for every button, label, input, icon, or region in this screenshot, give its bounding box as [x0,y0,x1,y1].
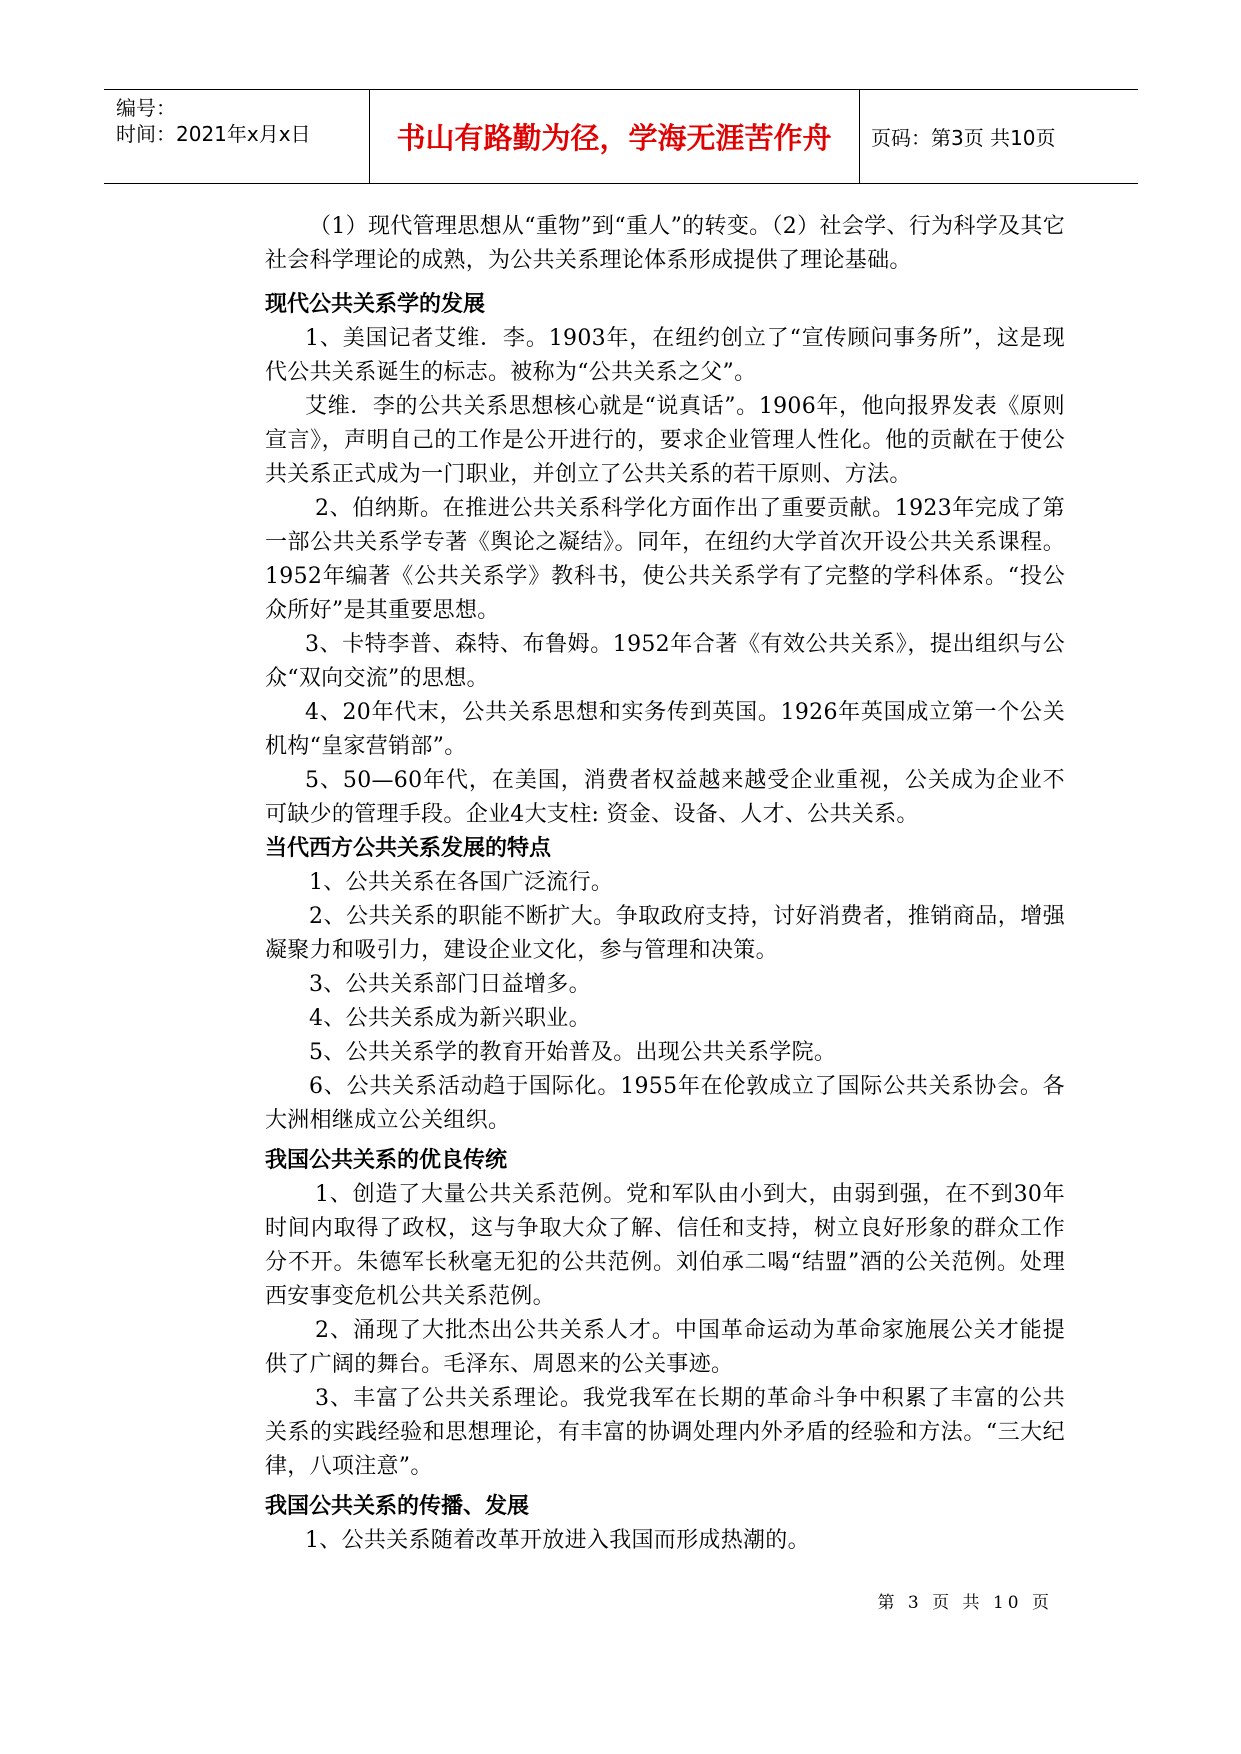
page-footer: 第 3 页 共 10 页 [877,1593,1053,1613]
paragraph: 1、公共关系在各国广泛流行。 [309,870,614,895]
paragraph: 4、公共关系成为新兴职业。 [309,1006,591,1031]
paragraph: 1、美国记者艾维．李。1903年，在纽约创立了“宣传顾问事务所”，这是现代公共关系诞生的标志。被称为“公共关系之父”。 [265,326,1065,385]
paragraph: 1、公共关系随着改革开放进入我国而形成热潮的。 [305,1528,810,1553]
document-body [265,210,1065,1558]
paragraph: 3、卡特李普、森特、布鲁姆。1952年合著《有效公共关系》，提出组织与公众“双向交流”的思想。 [265,632,1065,691]
header-motto: 书山有路勤为径，学海无涯苦作舟 [369,90,860,183]
section-heading: 我国公共关系的优良传统 [265,1148,508,1173]
paragraph: 3、公共关系部门日益增多。 [309,972,591,997]
paragraph: 1、创造了大量公共关系范例。党和军队由小到大，由弱到强，在不到30年时间内取得了政权，这与争取大众了解、信任和支持，树立良好形象的群众工作分不开。朱德军长秋毫无犯的公共范例。刘伯承二喝“结盟”酒的公关范例。处理西安事变危机公共关系范例。 [265,1182,1065,1309]
section-heading: 现代公共关系学的发展 [265,292,486,317]
header-meta-cell [104,90,370,183]
paragraph: 2、伯纳斯。在推进公共关系科学化方面作出了重要贡献。1923年完成了第一部公共关系学专著《舆论之凝结》。同年，在纽约大学首次开设公共关系课程。1952年编著《公共关系学》教科书，使公共关系学有了完整的学科体系。“投公众所好”是其重要思想。 [265,496,1065,623]
paragraph: 6、公共关系活动趋于国际化。1955年在伦敦成立了国际公共关系协会。各大洲相继成立公关组织。 [265,1074,1065,1133]
section-heading: 我国公共关系的传播、发展 [265,1494,530,1519]
intro-paragraph: （1）现代管理思想从“重物”到“重人”的转变。（2）社会学、行为科学及其它社会科学理论的成熟，为公共关系理论体系形成提供了理论基础。 [265,214,1065,273]
document-number-label: 编号： [116,96,176,120]
section-heading: 当代西方公共关系发展的特点 [265,836,552,861]
page-header [104,89,1138,184]
paragraph: 2、公共关系的职能不断扩大。争取政府支持，讨好消费者，推销商品，增强凝聚力和吸引力，建设企业文化，参与管理和决策。 [265,904,1065,963]
paragraph: 3、丰富了公共关系理论。我党我军在长期的革命斗争中积累了丰富的公共关系的实践经验和思想理论，有丰富的协调处理内外矛盾的经验和方法。“三大纪律，八项注意”。 [265,1386,1065,1479]
document-time-label: 时间：2021年x月x日 [116,122,311,146]
paragraph: 5、公共关系学的教育开始普及。出现公共关系学院。 [309,1040,837,1065]
header-page-code: 页码：第3页 共10页 [871,126,1056,150]
paragraph: 艾维．李的公共关系思想核心就是“说真话”。1906年，他向报界发表《原则宣言》，声明自己的工作是公开进行的，要求企业管理人性化。他的贡献在于使公共关系正式成为一门职业，并创立了公共关系的若干原则、方法。 [265,394,1065,487]
paragraph: 4、20年代末，公共关系思想和实务传到英国。1926年英国成立第一个公关机构“皇家营销部”。 [265,700,1065,759]
paragraph: 2、涌现了大批杰出公共关系人才。中国革命运动为革命家施展公关才能提供了广阔的舞台。毛泽东、周恩来的公关事迹。 [265,1318,1065,1377]
header-page-cell [859,90,1138,183]
paragraph: 5、50—60年代，在美国，消费者权益越来越受企业重视，公关成为企业不可缺少的管理手段。企业4大支柱: 资金、设备、人才、公共关系。 [265,768,1065,827]
